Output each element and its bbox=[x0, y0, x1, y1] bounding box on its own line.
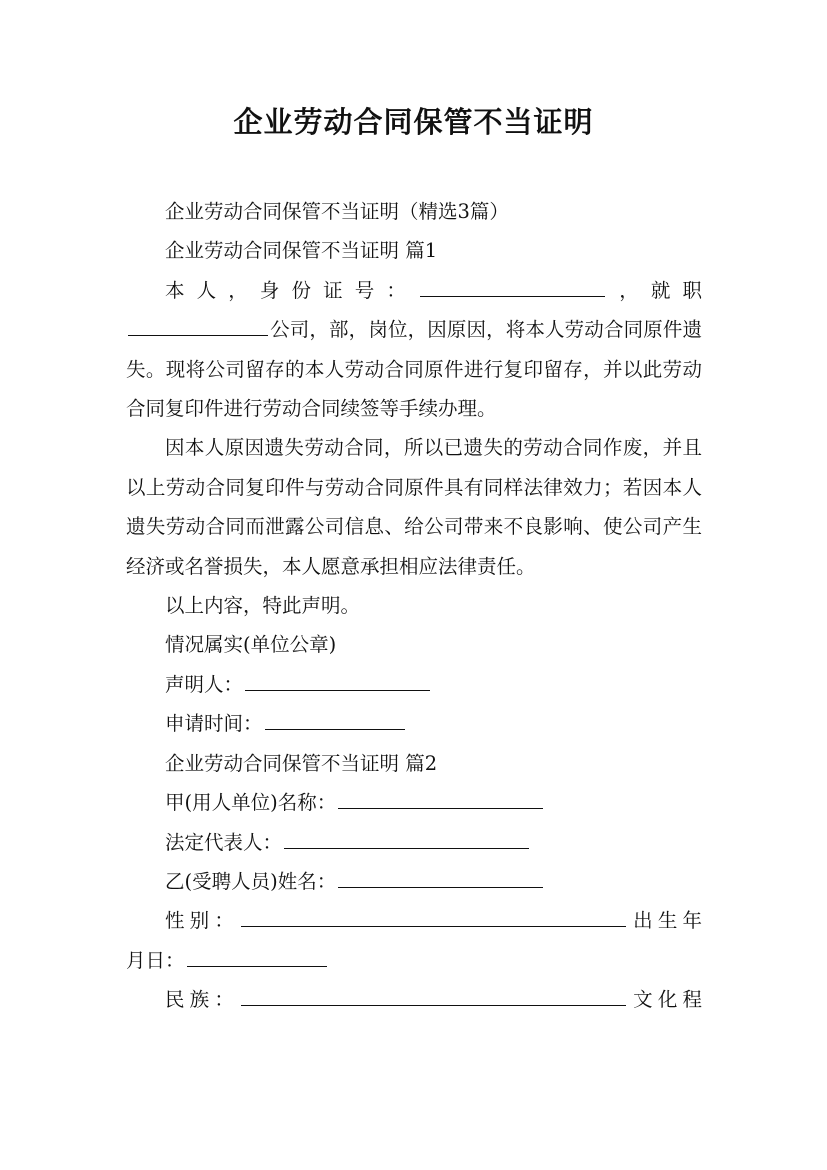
declarant-line bbox=[126, 665, 702, 704]
page-title: 企业劳动合同保管不当证明 bbox=[233, 105, 594, 139]
ethnicity-blank bbox=[241, 1004, 626, 1006]
part1-heading: 企业劳动合同保管不当证明 篇1 bbox=[165, 239, 438, 263]
declarant-blank bbox=[245, 689, 430, 691]
part1-paragraph2: 因本人原因遗失劳动合同，所以已遗失的劳动合同作废，并且以上劳动合同复印件与劳动合同原件具有同样法律效力；若因本人遗失劳动合同而泄露公司信息、给公司带来不良影响、使公司产生经济或名誉损失，本人愿意承担相应法律责任。 bbox=[126, 436, 702, 578]
birth-label-end: 月日： bbox=[126, 948, 185, 972]
legal-rep-line bbox=[126, 823, 702, 862]
company-blank bbox=[128, 334, 268, 336]
birth-label-start: 出生年 bbox=[628, 909, 702, 933]
part1-paragraph4: 情况属实(单位公章) bbox=[165, 633, 337, 657]
part2-heading: 企业劳动合同保管不当证明 篇2 bbox=[165, 751, 438, 775]
employer-blank bbox=[338, 807, 543, 809]
gender-label: 性别： bbox=[165, 909, 239, 933]
part1-paragraph1-text: 公司，部，岗位，因原因，将本人劳动合同原件遗失。现将公司留存的本人劳动合同原件进行复印留存，并以此劳动合同复印件进行劳动合同续签等手续办理。 bbox=[126, 318, 702, 421]
date-label: 申请时间： bbox=[165, 712, 263, 736]
document-body bbox=[126, 192, 702, 1020]
employer-label: 甲(用人单位)名称： bbox=[165, 791, 337, 815]
ethnicity-label: 民族： bbox=[165, 988, 239, 1012]
employment-label: ，就职 bbox=[607, 278, 702, 302]
date-line bbox=[126, 704, 702, 743]
part1-paragraph3: 以上内容，特此声明。 bbox=[165, 594, 361, 618]
employee-blank bbox=[338, 886, 543, 888]
employer-line bbox=[126, 783, 702, 822]
gender-blank bbox=[241, 925, 626, 927]
legal-rep-label: 法定代表人： bbox=[165, 830, 283, 854]
document-subtitle: 企业劳动合同保管不当证明（精选3篇） bbox=[165, 200, 509, 223]
legal-rep-blank bbox=[284, 847, 529, 849]
education-label: 文化程 bbox=[628, 988, 702, 1012]
gender-line bbox=[126, 901, 702, 940]
birth-blank bbox=[187, 965, 327, 967]
employee-line bbox=[126, 862, 702, 901]
birth-line bbox=[126, 941, 702, 980]
date-blank bbox=[265, 728, 405, 730]
ethnicity-line bbox=[126, 980, 702, 1019]
id-number-blank bbox=[420, 295, 605, 297]
id-label: 本人，身份证号： bbox=[165, 278, 419, 302]
employee-label: 乙(受聘人员)姓名： bbox=[165, 869, 337, 893]
part1-paragraph1 bbox=[126, 271, 702, 429]
declarant-label: 声明人： bbox=[165, 672, 244, 696]
